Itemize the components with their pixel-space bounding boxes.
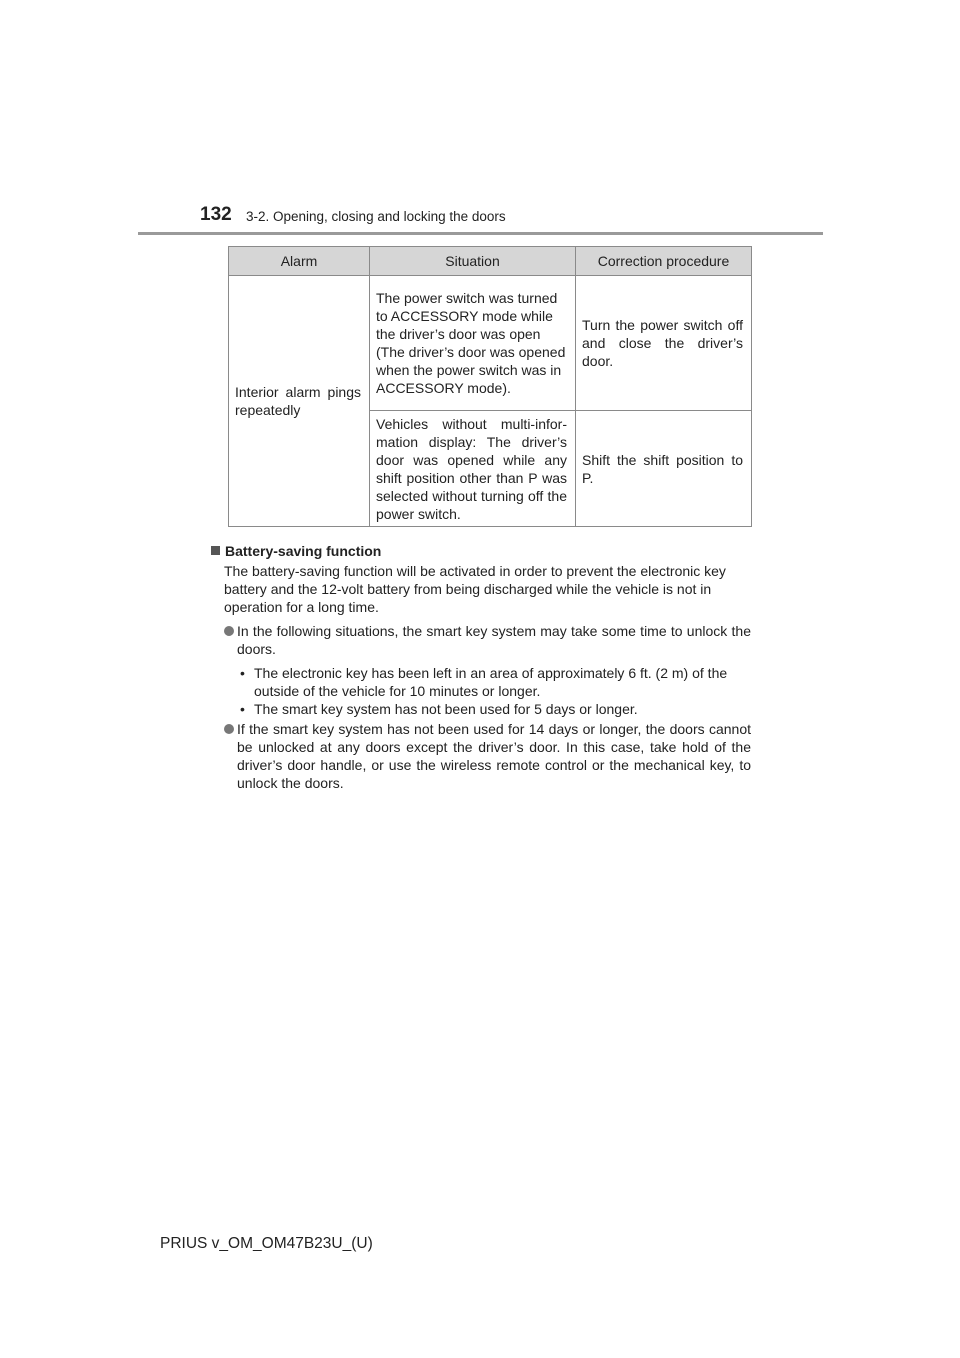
page-number: 132 — [200, 204, 232, 225]
sub-list-item-text: The smart key system has not been used for 5 days or longer. — [254, 701, 638, 717]
situation-cell: The power switch was turned to ACCESSORY mode while the driver’s door was open (The driver’s door was opened when the power switch was in ACCESSORY mode). — [370, 276, 576, 411]
list-item — [224, 720, 751, 792]
middle-dot-icon: • — [240, 665, 245, 681]
list-item-text: If the smart key system has not been used for 14 days or longer, the doors cannot be unlocked at any doors except the driver’s door. In this case, take hold of the driver’s door handle, or use the wireless remote control or the mechanical key, to unlock the doors. — [237, 721, 751, 791]
circle-bullet-icon — [224, 724, 234, 734]
section-intro: The battery-saving function will be activated in order to prevent the electronic key battery and the 12-volt battery from being discharged while the vehicle is not in operation for a long time. — [224, 563, 726, 615]
column-header-situation: Situation — [370, 247, 576, 276]
table-row — [229, 276, 752, 411]
table-header-row — [229, 247, 752, 276]
alarm-cell: Interior alarm pings repeatedly — [229, 276, 370, 527]
section-heading-text: Battery-saving function — [225, 543, 382, 559]
section-heading — [211, 542, 751, 560]
correction-cell: Shift the shift position to P. — [576, 411, 752, 527]
battery-saving-section — [211, 542, 751, 792]
sub-list-item-text: The electronic key has been left in an area of approximately 6 ft. (2 m) of the outside of the vehicle for 10 minutes or longer. — [254, 665, 728, 699]
document-id: PRIUS v_OM_OM47B23U_(U) — [160, 1235, 373, 1252]
square-bullet-icon — [211, 546, 220, 555]
alarm-table — [228, 246, 752, 527]
sub-list-item — [237, 700, 751, 718]
list-item-text: In the following situations, the smart key system may take some time to unlock the doors. — [237, 623, 751, 657]
correction-cell: Turn the power switch off and close the driver’s door. — [576, 276, 752, 411]
middle-dot-icon: • — [240, 701, 245, 717]
circle-bullet-icon — [224, 626, 234, 636]
sub-list-item — [237, 664, 751, 700]
column-header-alarm: Alarm — [229, 247, 370, 276]
column-header-correction: Correction procedure — [576, 247, 752, 276]
header-divider — [138, 232, 823, 235]
situation-cell: Vehicles without multi-infor-mation display: The driver’s door was opened while any shift position other than P was selected without turning off the power switch. — [370, 411, 576, 527]
section-title: 3-2. Opening, closing and locking the doors — [246, 209, 506, 224]
list-item — [224, 622, 751, 658]
